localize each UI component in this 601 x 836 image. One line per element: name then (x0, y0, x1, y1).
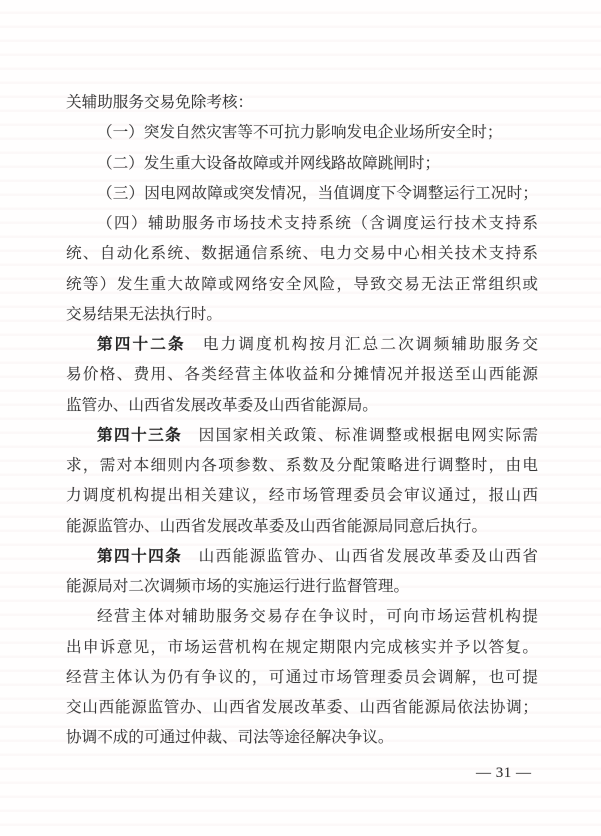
text-line-article-44 (66, 542, 538, 572)
text-line: 求，需对本细则内各项参数、系数及分配策略进行调整时，由电 (66, 457, 538, 474)
article-43-text: 因国家相关政策、标准调整或根据电网实际需 (197, 426, 538, 444)
text-line-article-42 (66, 330, 538, 360)
document-body (66, 88, 538, 754)
article-44-number: 第四十四条 (97, 547, 183, 565)
text-line-list-item-3: （三）因电网故障或突发情况，当值调度下令调整运行工况时； (97, 184, 538, 202)
text-line: 协调不成的可通过仲裁、司法等途径解决争议。 (66, 729, 394, 747)
text-line: 统等）发生重大故障或网络安全风险，导致交易无法正常组织或 (66, 275, 538, 293)
text-line: 关辅助服务交易免除考核： (66, 94, 254, 111)
article-42-text: 电力调度机构按月汇总二次调频辅助服务交 (200, 336, 538, 353)
text-line: 易价格、费用、各类经营主体收益和分摊情况并报送至山西能源 (66, 366, 538, 384)
text-line: 监管办、山西省发展改革委及山西省能源局。 (66, 396, 378, 414)
text-line: 交易结果无法执行时。 (66, 305, 222, 323)
text-line: 经营主体认为仍有争议的，可通过市场管理委员会调解，也可提 (66, 668, 538, 686)
article-42-number: 第四十二条 (97, 336, 186, 353)
text-line: 统、自动化系统、数据通信系统、电力交易中心相关技术支持系 (66, 245, 538, 263)
text-line-list-item-2: （二）发生重大设备故障或并网线路故障跳闸时； (97, 154, 441, 172)
text-line: 力调度机构提出相关建议，经市场管理委员会审议通过，报山西 (66, 487, 538, 505)
text-line: 经营主体对辅助服务交易存在争议时，可向市场运营机构提 (97, 608, 538, 626)
text-line: 交山西能源监管办、山西省发展改革委、山西省能源局依法协调； (66, 699, 538, 716)
text-line: 能源监管办、山西省发展改革委及山西省能源局同意后执行。 (66, 517, 488, 535)
text-line: 出申诉意见，市场运营机构在规定期限内完成核实并予以答复。 (66, 638, 538, 656)
text-line: 能源局对二次调频市场的实施运行进行监督管理。 (66, 578, 410, 595)
text-line-list-item-4: （四）辅助服务市场技术支持系统（含调度运行技术支持系 (97, 215, 538, 232)
article-43-number: 第四十三条 (97, 426, 183, 444)
text-line-article-43 (66, 421, 538, 451)
page-number: — 31 — (476, 765, 532, 781)
text-line-list-item-1: （一）突发自然灾害等不可抗力影响发电企业场所安全时； (97, 124, 503, 142)
article-44-text: 山西能源监管办、山西省发展改革委及山西省 (197, 547, 538, 565)
